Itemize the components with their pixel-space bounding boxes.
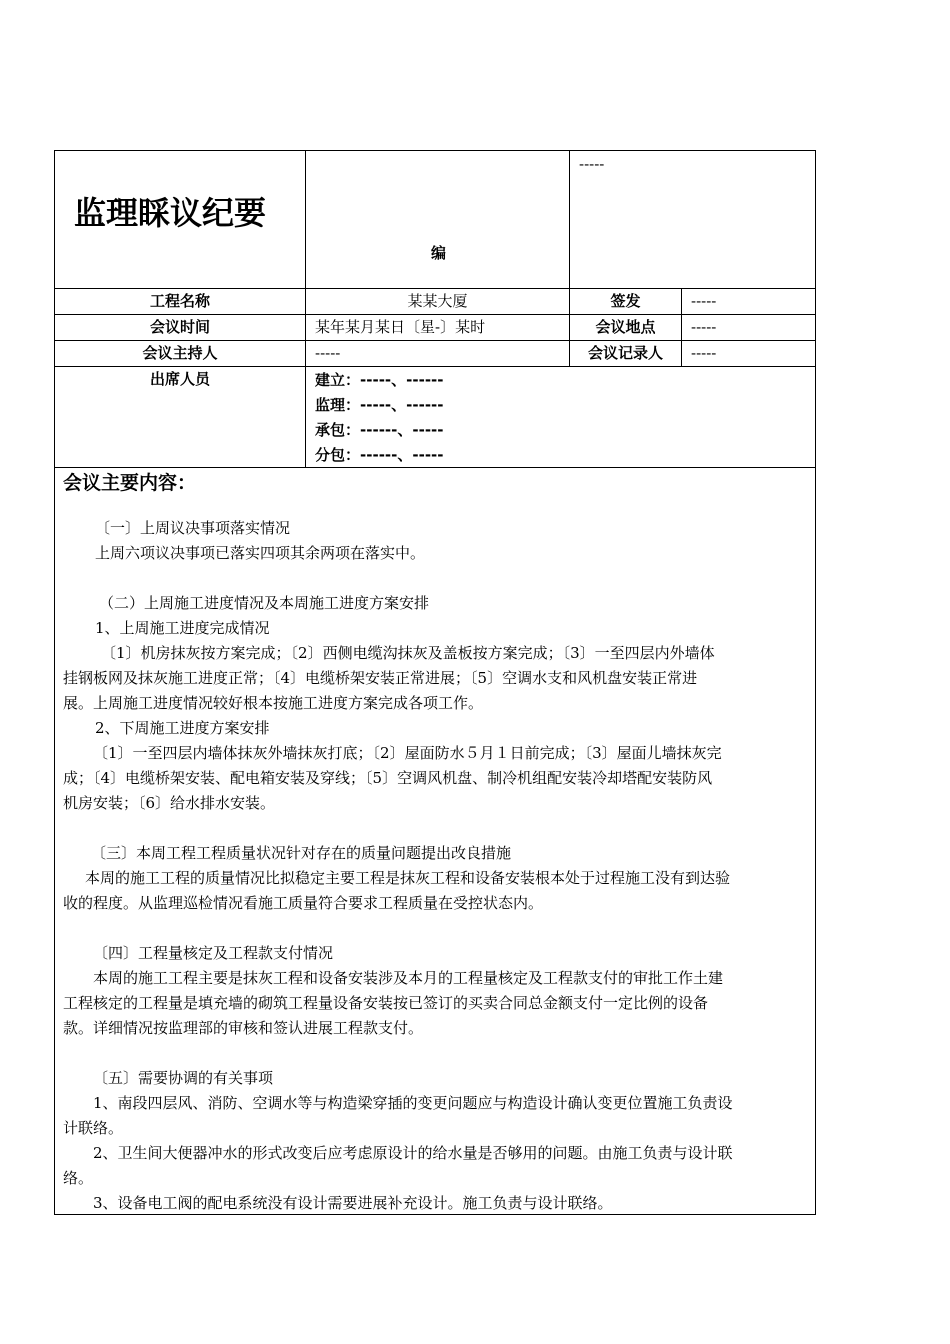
- paragraph: 〔1〕机房抹灰按方案完成；〔2〕西侧电缆沟抹灰及盖板按方案完成；〔3〕一至四层内外墙体: [101, 644, 715, 662]
- list-item: 2、卫生间大便器冲水的形式改变后应考虑原设计的给水量是否够用的问题。由施工负责与设计联: [93, 1144, 733, 1162]
- divider: [55, 366, 815, 367]
- list-item: 络。: [63, 1169, 94, 1187]
- project-name-value: 某某大厦: [407, 292, 468, 310]
- paragraph: 款。详细情况按监理部的审核和签认进展工程款支付。: [63, 1019, 424, 1037]
- sign-label: 签发: [610, 292, 641, 310]
- host-label: 会议主持人: [142, 344, 218, 362]
- paragraph: 成；〔4〕电缆桥架安装、配电箱安装及穿线；〔5〕空调风机盘、制冷机组配安装冷却塔配安装防风: [63, 769, 713, 787]
- attendee-names: ------、-----: [360, 446, 444, 464]
- attendee-row: [315, 395, 444, 415]
- attendee-role: 分包：: [315, 446, 361, 464]
- section-title: 〔一〕上周议决事项落实情况: [95, 519, 291, 537]
- paragraph: 本周的施工工程的质量情况比拟稳定主要工程是抹灰工程和设备安装根本处于过程施工没有到达验: [85, 869, 731, 887]
- attendee-names: ------、-----: [360, 421, 444, 439]
- divider: [681, 288, 682, 366]
- meeting-time-value: 某年某月某日〔星-〕某时: [315, 318, 486, 336]
- code-label: 编: [431, 244, 447, 262]
- recorder-label: 会议记录人: [587, 344, 663, 362]
- paragraph: 本周的施工工程主要是抹灰工程和设备安装涉及本月的工程量核定及工程款支付的审批工作土建: [93, 969, 724, 987]
- section-title: （二）上周施工进度情况及本周施工进度方案安排: [99, 594, 430, 612]
- divider: [55, 467, 815, 468]
- minutes-form: [54, 150, 816, 1215]
- sign-value: -----: [691, 292, 717, 310]
- project-name-label: 工程名称: [149, 292, 210, 310]
- meeting-place-label: 会议地点: [595, 318, 656, 336]
- section-title: 〔三〕本周工程工程质量状况针对存在的质量问题提出改良措施: [91, 844, 512, 862]
- subsection-title: 1、上周施工进度完成情况: [95, 619, 270, 637]
- paragraph: 收的程度。从监理巡检情况看施工质量符合要求工程质量在受控状态内。: [63, 894, 544, 912]
- attendee-names: -----、------: [360, 396, 444, 414]
- section-title: 〔五〕需要协调的有关事项: [93, 1069, 274, 1087]
- divider: [55, 340, 815, 341]
- attendee-row: [315, 370, 444, 390]
- meeting-content: [63, 516, 809, 1216]
- host-value: -----: [315, 344, 341, 362]
- paragraph: 工程核定的工程量是填充墙的砌筑工程量设备安装按已签订的买卖合同总金额支付一定比例的设备: [63, 994, 709, 1012]
- attendees-label: 出席人员: [149, 370, 210, 388]
- attendee-role: 承包：: [315, 421, 361, 439]
- list-item: 1、南段四层风、消防、空调水等与构造梁穿插的变更问题应与构造设计确认变更位置施工负责设: [93, 1094, 733, 1112]
- list-item: 计联络。: [63, 1119, 124, 1137]
- recorder-value: -----: [691, 344, 717, 362]
- section-title: 〔四〕工程量核定及工程款支付情况: [93, 944, 334, 962]
- attendee-names: -----、------: [360, 371, 444, 389]
- attendee-role: 监理：: [315, 396, 361, 414]
- paragraph: 展。上周施工进度情况较好根本按施工进度方案完成各项工作。: [63, 694, 484, 712]
- code-value: -----: [579, 155, 605, 173]
- document-title: 监理睬议纪要: [74, 194, 267, 232]
- divider: [55, 314, 815, 315]
- attendee-row: [315, 420, 444, 440]
- meeting-time-label: 会议时间: [149, 318, 210, 336]
- paragraph: 上周六项议决事项已落实四项其余两项在落实中。: [95, 544, 426, 562]
- attendee-role: 建立：: [315, 371, 361, 389]
- list-item: 3、设备电工阀的配电系统没有设计需要进展补充设计。施工负责与设计联络。: [93, 1194, 613, 1212]
- content-heading: 会议主要内容：: [63, 472, 197, 494]
- divider: [55, 288, 815, 289]
- meeting-place-value: -----: [691, 318, 717, 336]
- subsection-title: 2、下周施工进度方案安排: [95, 719, 270, 737]
- paragraph: 〔1〕一至四层内墙体抹灰外墙抹灰打底；〔2〕屋面防水５月１日前完成；〔3〕屋面儿墙抹灰完: [93, 744, 722, 762]
- paragraph: 机房安装；〔6〕给水排水安装。: [63, 794, 276, 812]
- paragraph: 挂钢板网及抹灰施工进度正常；〔4〕电缆桥架安装正常进展；〔5〕空调水支和风机盘安装正常进: [63, 669, 698, 687]
- attendee-row: [315, 445, 444, 465]
